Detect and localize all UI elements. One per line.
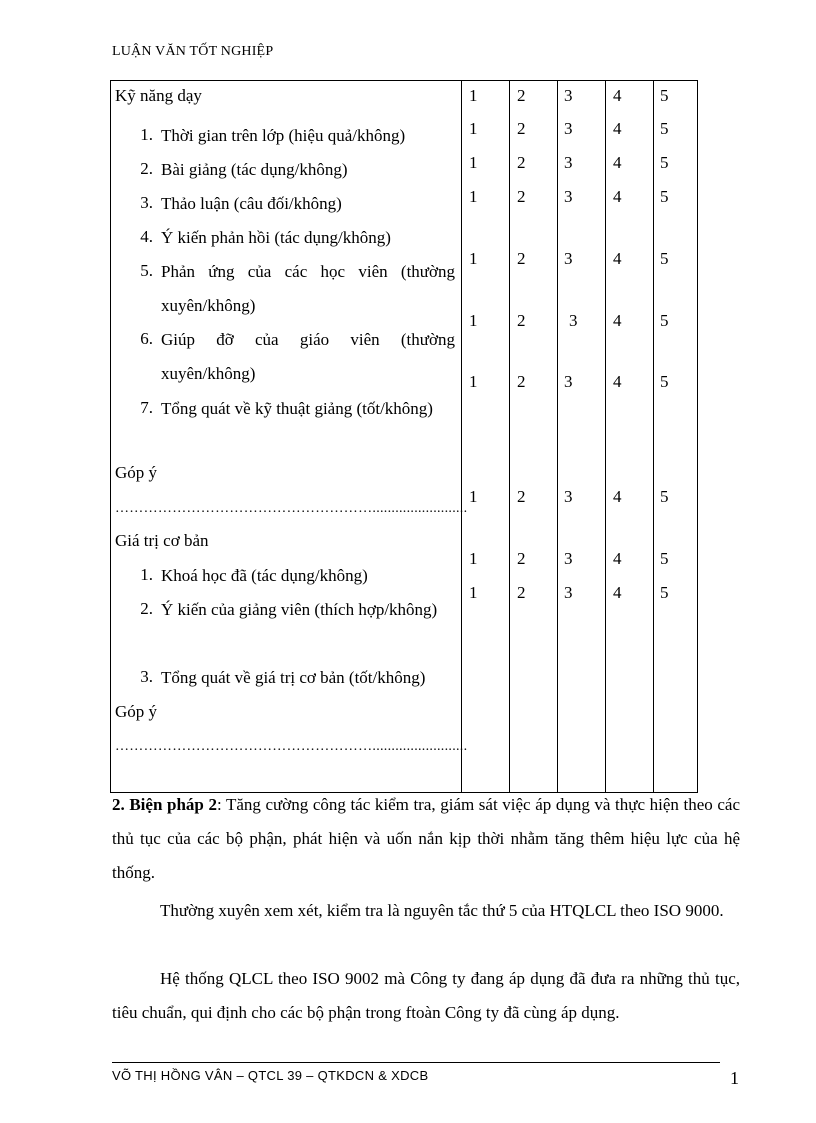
score-3: 3 — [564, 487, 573, 506]
footer-author: VÕ THỊ HỒNG VÂN – QTCL 39 – QTKDCN & XDCB — [112, 1068, 429, 1083]
item-text: Tổng quát về giá trị cơ bản (tốt/không) — [161, 668, 426, 687]
item-text: Ý kiến của giảng viên (thích hợp/không) — [161, 600, 438, 619]
score-3: 3 — [564, 187, 573, 206]
score-4: 4 — [613, 119, 622, 138]
score-5: 5 — [660, 153, 669, 172]
item-number: 4. — [140, 227, 153, 246]
paragraph-qms: Hệ thống QLCL theo ISO 9002 mà Công ty đang áp dụng đã đưa ra những thủ tục, tiêu chuẩn, qui định cho các bộ phận trong ftoàn Công ty đã cùng áp dụng. — [112, 969, 740, 1022]
score-5: 5 — [660, 249, 669, 268]
score-1: 1 — [469, 119, 478, 138]
item-text: Bài giảng (tác dụng/không) — [161, 160, 348, 179]
comment-dotted-line: ………………………………………………......................... — [115, 739, 468, 754]
item-number: 1. — [140, 125, 153, 144]
column-divider — [557, 81, 558, 792]
evaluation-table — [110, 80, 698, 793]
score-5: 5 — [660, 187, 669, 206]
score-2: 2 — [517, 311, 526, 330]
measure-2-heading: 2. Biện pháp 2 — [112, 795, 217, 814]
score-3: 3 — [564, 372, 573, 391]
score-1: 1 — [469, 487, 478, 506]
score-4: 4 — [613, 372, 622, 391]
item-number: 5. — [140, 261, 153, 280]
score-1: 1 — [469, 153, 478, 172]
score-4: 4 — [613, 153, 622, 172]
score-3: 3 — [564, 249, 573, 268]
item-text: Tổng quát về kỹ thuật giảng (tốt/không) — [161, 399, 433, 418]
score-3: 3 — [564, 583, 573, 602]
item-text: Giúp đỡ của giáo viên (thường xuyên/không) — [161, 330, 455, 383]
item-number: 6. — [140, 329, 153, 348]
item-number: 3. — [140, 193, 153, 212]
comment-label: Góp ý — [115, 702, 158, 721]
score-1: 1 — [469, 583, 478, 602]
paragraph-principle: Thường xuyên xem xét, kiểm tra là nguyên tắc thứ 5 của HTQLCL theo ISO 9000. — [160, 901, 724, 920]
score-5: 5 — [660, 86, 669, 105]
score-1: 1 — [469, 372, 478, 391]
section-title-teaching-skills: Kỹ năng dạy — [115, 86, 202, 105]
score-3: 3 — [564, 86, 573, 105]
page-number: 1 — [730, 1068, 739, 1088]
item-number: 3. — [140, 667, 153, 686]
score-3: 3 — [564, 153, 573, 172]
paragraph-measure-2 — [112, 788, 740, 890]
column-divider — [653, 81, 654, 792]
column-divider — [605, 81, 606, 792]
column-divider — [461, 81, 462, 792]
score-4: 4 — [613, 249, 622, 268]
running-header: LUẬN VĂN TỐT NGHIỆP — [112, 44, 274, 59]
measure-2-text: : Tăng cường công tác kiểm tra, giám sát việc áp dụng và thực hiện theo các thủ tục của các bộ phận, phát hiện và uốn nắn kịp thời nhằm tăng thêm hiệu lực của hệ thống. — [112, 795, 740, 882]
score-2: 2 — [517, 119, 526, 138]
item-text: Ý kiến phản hồi (tác dụng/không) — [161, 228, 391, 247]
score-4: 4 — [613, 86, 622, 105]
comment-dotted-line: ………………………………………………......................... — [115, 501, 468, 516]
score-2: 2 — [517, 86, 526, 105]
score-1: 1 — [469, 549, 478, 568]
score-5: 5 — [660, 119, 669, 138]
score-4: 4 — [613, 487, 622, 506]
item-number: 1. — [140, 565, 153, 584]
item-number: 2. — [140, 599, 153, 618]
score-4: 4 — [613, 549, 622, 568]
item-number: 2. — [140, 159, 153, 178]
score-1: 1 — [469, 311, 478, 330]
item-text: Thảo luận (câu đối/không) — [161, 194, 342, 213]
item-number: 7. — [140, 398, 153, 417]
score-2: 2 — [517, 249, 526, 268]
score-1: 1 — [469, 249, 478, 268]
score-1: 1 — [469, 187, 478, 206]
score-1: 1 — [469, 86, 478, 105]
score-2: 2 — [517, 372, 526, 391]
score-3: 3 — [569, 311, 578, 330]
score-5: 5 — [660, 549, 669, 568]
score-2: 2 — [517, 549, 526, 568]
score-2: 2 — [517, 583, 526, 602]
score-5: 5 — [660, 372, 669, 391]
score-2: 2 — [517, 153, 526, 172]
score-3: 3 — [564, 549, 573, 568]
comment-label: Góp ý — [115, 463, 158, 482]
item-text: Phản ứng của các học viên (thường xuyên/không) — [161, 262, 455, 315]
section-title-core-values: Giá trị cơ bản — [115, 531, 209, 550]
item-text: Khoá học đã (tác dụng/không) — [161, 566, 368, 585]
footer-rule — [112, 1062, 720, 1063]
item-text: Thời gian trên lớp (hiệu quả/không) — [161, 126, 406, 145]
score-5: 5 — [660, 583, 669, 602]
score-5: 5 — [660, 487, 669, 506]
score-3: 3 — [564, 119, 573, 138]
score-5: 5 — [660, 311, 669, 330]
score-2: 2 — [517, 487, 526, 506]
column-divider — [509, 81, 510, 792]
score-4: 4 — [613, 187, 622, 206]
score-4: 4 — [613, 311, 622, 330]
score-2: 2 — [517, 187, 526, 206]
score-4: 4 — [613, 583, 622, 602]
